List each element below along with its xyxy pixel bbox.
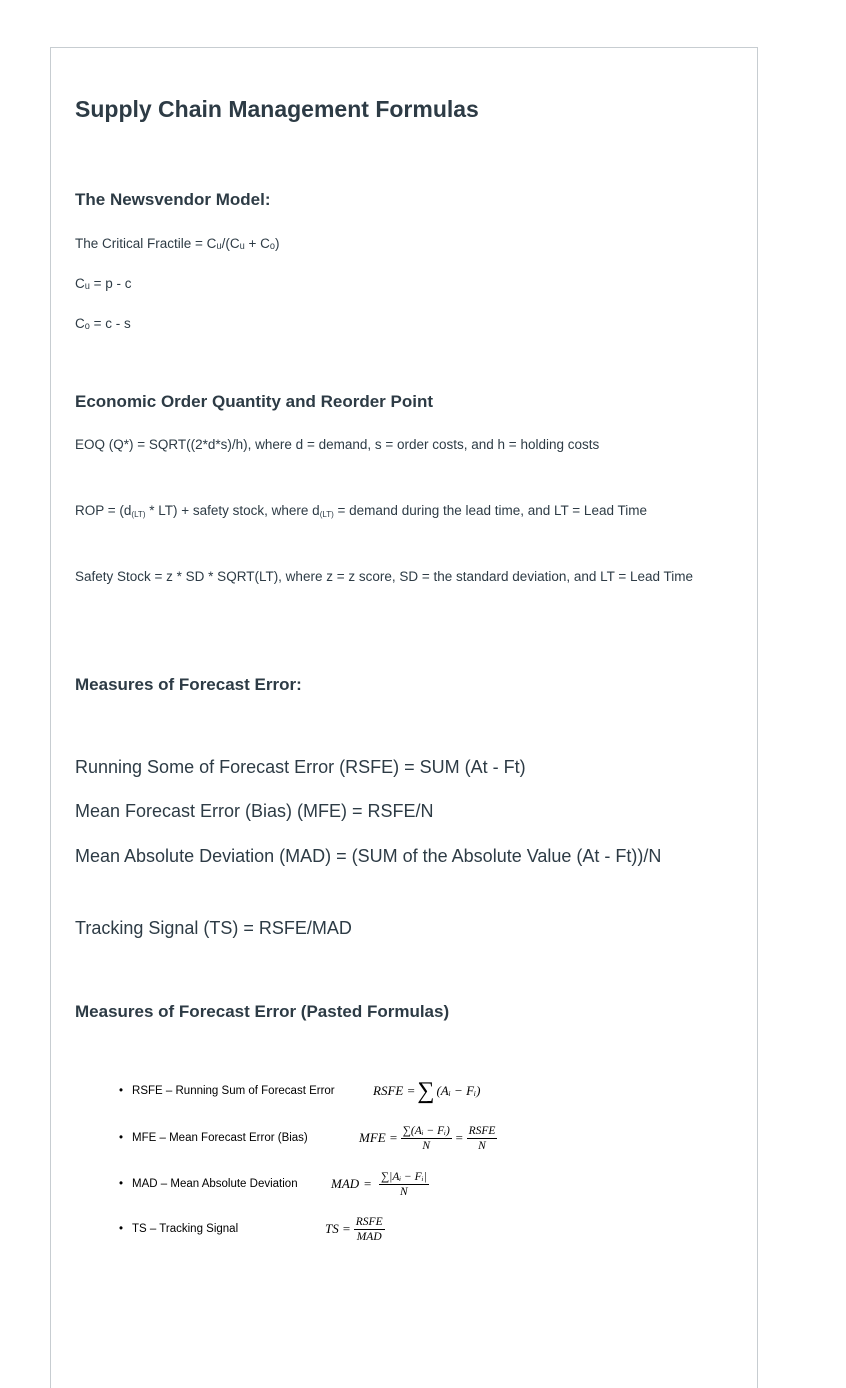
mfe-formula-row [119,1120,679,1156]
mad-formula [331,1166,432,1202]
eoq-line: EOQ (Q*) = SQRT((2*d*s)/h), where d = demand, s = order costs, and h = holding costs [75,437,600,452]
mfe-denominator-2: N [478,1139,486,1152]
rsfe-formula-lhs: RSFE = [373,1083,416,1098]
forecast-heading: Measures of Forecast Error: [75,675,302,694]
mad-denominator: N [399,1185,408,1198]
mad-fraction [379,1170,429,1199]
mfe-line: Mean Forecast Error (Bias) (MFE) = RSFE/N [75,801,434,821]
rsfe-formula-expr: (Aᵢ − Fᵢ) [436,1083,481,1098]
rsfe-line: Running Some of Forecast Error (RSFE) = SUM (At - Ft) [75,757,526,777]
ts-formula-label: • TS – Tracking Signal [119,1223,238,1235]
mfe-equals: = [454,1130,464,1145]
mad-formula-label: • MAD – Mean Absolute Deviation [119,1178,298,1190]
mfe-fraction [401,1124,452,1153]
sigma-symbol: ∑ [417,1078,435,1104]
mad-numerator: ∑|Aᵢ − Fᵢ| [380,1170,427,1183]
rsfe-formula-row [119,1073,679,1109]
mfe-formula-label: • MFE – Mean Forecast Error (Bias) [119,1132,308,1144]
safety-stock-line: Safety Stock = z * SD * SQRT(LT), where z = z score, SD = the standard deviation, and LT = Lead Time [75,569,694,584]
mad-formula-row [119,1166,679,1202]
newsvendor-heading: The Newsvendor Model: [75,190,271,209]
mfe-formula-lhs: MFE = [359,1130,398,1145]
critical-fractile-line: The Critical Fractile = Cᵤ/(Cᵤ + Cₒ) [75,236,280,251]
ts-denominator: MAD [356,1230,382,1243]
mad-equals: = [363,1176,372,1191]
rop-line [75,500,735,526]
ts-line: Tracking Signal (TS) = RSFE/MAD [75,918,352,938]
mfe-denominator: N [422,1139,431,1152]
cu-line: Cᵤ = p - c [75,276,132,291]
ts-fraction [354,1215,385,1244]
eoq-heading: Economic Order Quantity and Reorder Point [75,392,433,411]
ts-numerator: RSFE [355,1215,383,1228]
rop-text-b: * LT) + safety stock, where d [145,503,320,518]
mfe-numerator-2: RSFE [468,1124,496,1137]
rsfe-formula [373,1073,480,1109]
mad-formula-lhs: MAD [331,1176,360,1191]
rsfe-formula-label: • RSFE – Running Sum of Forecast Error [119,1085,335,1097]
page-title: Supply Chain Management Formulas [75,96,479,122]
mfe-formula [359,1120,500,1156]
ts-formula-lhs: TS = [325,1221,351,1236]
rop-sub-a: (LT) [131,510,146,519]
co-line: Cₒ = c - s [75,316,131,331]
mfe-fraction-2 [467,1124,498,1153]
mad-line: Mean Absolute Deviation (MAD) = (SUM of the Absolute Value (At - Ft))/N [75,846,662,866]
ts-formula-row [119,1211,679,1247]
rop-sub-b: (LT) [319,510,334,519]
ts-formula [325,1211,388,1247]
rop-text-a: ROP = (d [75,503,132,518]
pasted-heading: Measures of Forecast Error (Pasted Formulas) [75,1002,450,1021]
rop-text-c: = demand during the lead time, and LT = Lead Time [333,503,647,518]
content-card [50,47,758,1388]
mfe-numerator: ∑(Aᵢ − Fᵢ) [402,1124,450,1137]
